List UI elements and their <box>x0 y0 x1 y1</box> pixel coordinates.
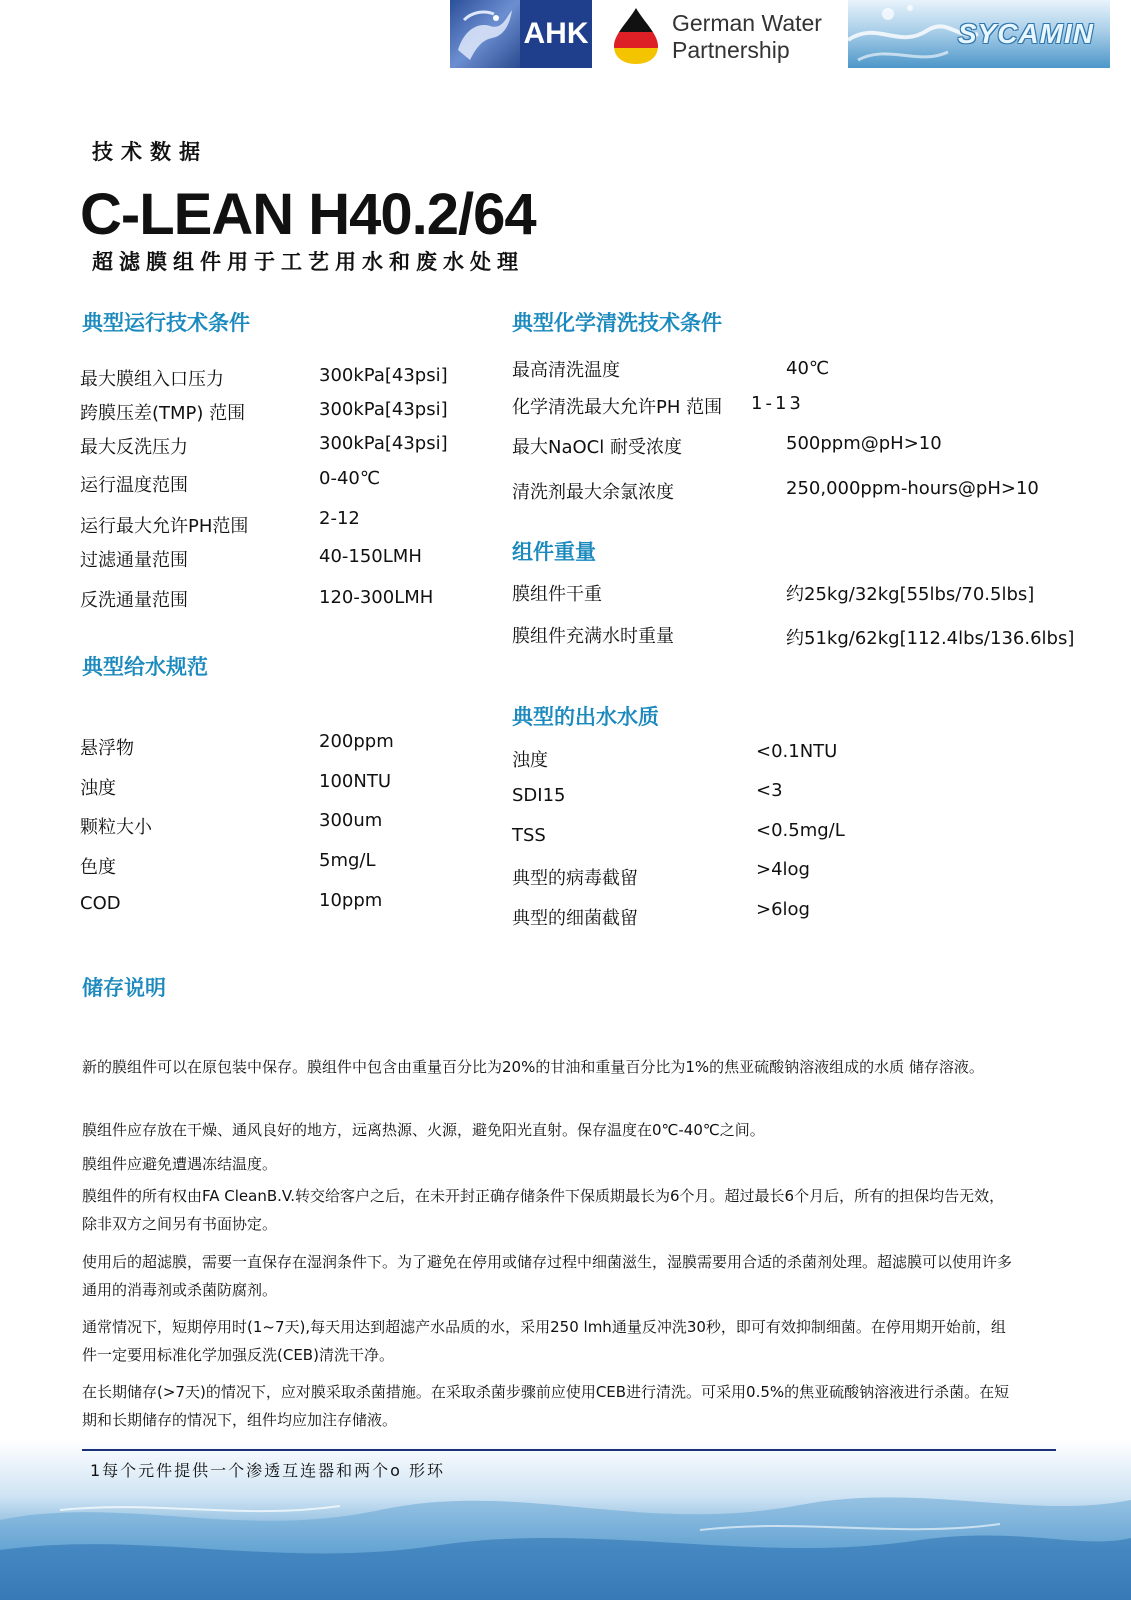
effluent-label: 浊度 <box>512 750 548 771</box>
effluent-value: <3 <box>756 780 783 801</box>
ahk-label: AHK <box>520 0 592 68</box>
effluent-value: <0.5mg/L <box>756 820 845 841</box>
operating-value: 40-150LMH <box>319 546 422 567</box>
storage-paragraph: 通常情况下，短期停用时(1~7天),每天用达到超滤产水品质的水，采用250 lmh通量反冲洗30秒，即可有效抑制细菌。在停用期开始前，组件一定要用标准化学加强反洗(CEB)清洗干净。 <box>82 1318 1006 1364</box>
cleaning-label: 最大NaOCl 耐受浓度 <box>512 437 682 458</box>
effluent-label: SDI15 <box>512 785 566 806</box>
feed-label: 色度 <box>80 857 116 878</box>
cleaning-label: 清洗剂最大余氯浓度 <box>512 482 674 503</box>
operating-label: 过滤通量范围 <box>80 550 188 571</box>
feed-value: 5mg/L <box>319 850 376 871</box>
feed-section-title: 典型给水规范 <box>82 655 208 679</box>
storage-paragraph: 膜组件应避免遭遇冻结温度。 <box>82 1155 278 1173</box>
operating-value: 300kPa[43psi] <box>319 433 448 454</box>
cleaning-value: 1-13 <box>751 393 804 414</box>
operating-section-title: 典型运行技术条件 <box>82 311 250 335</box>
effluent-label: TSS <box>512 825 546 846</box>
operating-value: 2-12 <box>319 508 360 529</box>
storage-paragraph: 膜组件应存放在干燥、通风良好的地方，远离热源、火源，避免阳光直射。保存温度在0℃-40℃之间。 <box>82 1121 765 1139</box>
operating-value: 300kPa[43psi] <box>319 365 448 386</box>
feed-label: 颗粒大小 <box>80 817 152 838</box>
effluent-section-title: 典型的出水水质 <box>512 705 659 729</box>
effluent-value: <0.1NTU <box>756 741 838 762</box>
cleaning-value: 250,000ppm-hours@pH>10 <box>786 478 1039 499</box>
operating-label: 运行温度范围 <box>80 475 188 496</box>
feed-value: 10ppm <box>319 890 383 911</box>
effluent-label: 典型的细菌截留 <box>512 908 638 929</box>
sycamin-logo <box>848 0 1110 68</box>
feed-value: 200ppm <box>319 731 394 752</box>
operating-label: 最大反洗压力 <box>80 437 188 458</box>
weight-section-title: 组件重量 <box>512 540 596 564</box>
effluent-label: 典型的病毒截留 <box>512 868 638 889</box>
cleaning-section-title: 典型化学清洗技术条件 <box>512 311 722 335</box>
operating-label: 运行最大允许PH范围 <box>80 516 249 537</box>
page-title: C-LEAN H40.2/64 <box>80 182 536 247</box>
storage-paragraph: 在长期储存(>7天)的情况下，应对膜采取杀菌措施。在采取杀菌步骤前应使用CEB进行清洗。可采用0.5%的焦亚硫酸钠溶液进行杀菌。在短期和长期储存的情况下，组件均应加注存储液。 <box>82 1383 1010 1429</box>
german-water-partnership-logo <box>610 4 830 68</box>
page-subtitle: 超滤膜组件用于工艺用水和废水处理 <box>92 250 524 274</box>
storage-paragraph: 使用后的超滤膜，需要一直保存在湿润条件下。为了避免在停用或储存过程中细菌滋生，湿膜需要用合适的杀菌剂处理。超滤膜可以使用许多通用的消毒剂或杀菌防腐剂。 <box>82 1253 1013 1299</box>
drop-icon <box>610 6 662 66</box>
ahk-logo <box>450 0 592 68</box>
operating-label: 跨膜压差(TMP) 范围 <box>80 403 246 424</box>
storage-paragraph: 膜组件的所有权由FA CleanB.V.转交给客户之后，在未开封正确存储条件下保质期最长为6个月。超过最长6个月后，所有的担保均告无效，除非双方之间另有书面协定。 <box>82 1187 1005 1233</box>
operating-value: 0-40℃ <box>319 468 381 489</box>
feed-value: 300um <box>319 810 383 831</box>
cleaning-label: 化学清洗最大允许PH 范围 <box>512 397 723 418</box>
cleaning-label: 最高清洗温度 <box>512 360 620 381</box>
sycamin-label: SYCAMIN <box>957 18 1094 49</box>
storage-section-title: 储存说明 <box>82 976 166 1000</box>
feed-label: 浊度 <box>80 778 116 799</box>
operating-value: 300kPa[43psi] <box>319 399 448 420</box>
weight-label: 膜组件充满水时重量 <box>512 626 674 647</box>
weight-label: 膜组件干重 <box>512 584 602 605</box>
operating-value: 120-300LMH <box>319 587 434 608</box>
gwp-line1: German Water <box>672 10 822 36</box>
cleaning-value: 500ppm@pH>10 <box>786 433 942 454</box>
cleaning-value: 40℃ <box>786 358 830 379</box>
doc-label: 技术数据 <box>92 140 208 164</box>
feed-value: 100NTU <box>319 771 391 792</box>
storage-paragraph: 新的膜组件可以在原包装中保存。膜组件中包含由重量百分比为20%的甘油和重量百分比为1%的焦亚硫酸钠溶液组成的水质 储存溶液。 <box>82 1058 984 1076</box>
footer-divider <box>82 1449 1056 1451</box>
feed-label: 悬浮物 <box>80 738 134 759</box>
gwp-line2: Partnership <box>672 37 790 63</box>
footnote: 1每个元件提供一个渗透互连器和两个o 形环 <box>90 1461 446 1480</box>
dragon-icon <box>450 0 520 68</box>
effluent-value: >6log <box>756 899 810 920</box>
weight-value: 约51kg/62kg[112.4lbs/136.6lbs] <box>786 628 1075 649</box>
effluent-value: >4log <box>756 859 810 880</box>
weight-value: 约25kg/32kg[55lbs/70.5lbs] <box>786 584 1035 605</box>
operating-label: 最大膜组入口压力 <box>80 369 224 390</box>
operating-label: 反洗通量范围 <box>80 590 188 611</box>
feed-label: COD <box>80 893 121 914</box>
